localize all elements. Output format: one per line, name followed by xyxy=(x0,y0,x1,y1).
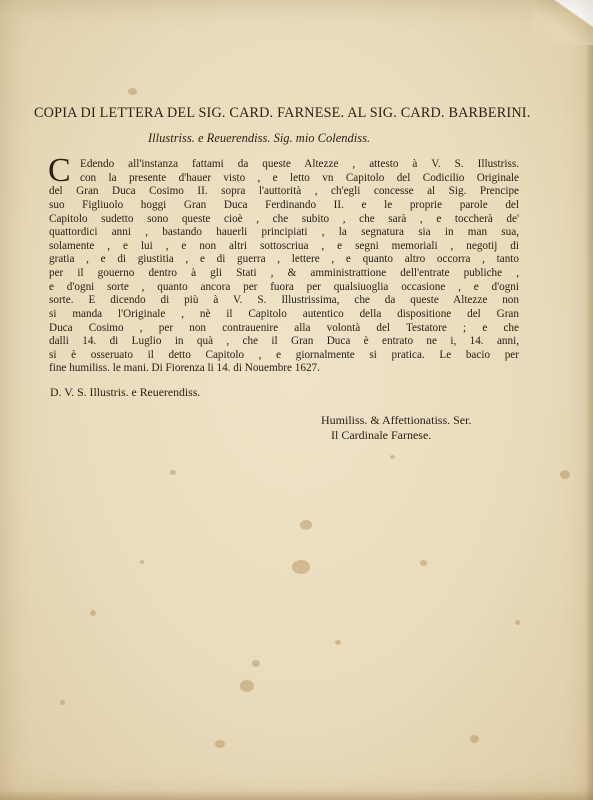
body-line: Capitolo sudetto sono queste cioè , che subito , che sarà , e toccherà de' xyxy=(49,212,519,225)
body-line: gratia , e di giustitia , e di guerra , lettere , e quanto altro occorra , tanto xyxy=(49,253,519,266)
corner-fold xyxy=(533,0,593,45)
body-line: sorte. E dicendo di più à V. S. Illustrissima, che da queste Altezze non xyxy=(49,294,519,307)
body-line: per il gouerno dentro à gli Stati , & amministrattione dell'entrate publiche , xyxy=(49,267,519,279)
paper-edge-shadow xyxy=(585,0,593,800)
body-line: solamente , e lui , e non altri sottoscriua , e segni memoriali , negotij di xyxy=(49,239,519,252)
body-line: del Gran Duca Cosimo II. sopra l'auttorità , ch'egli concesse al Sig. Prencipe xyxy=(49,185,519,198)
letter-body xyxy=(48,152,519,376)
body-line: Duca Cosimo , per non contrauenire alla volontà del Testatore ; e che xyxy=(49,321,519,334)
body-line: suo Figliuolo hoggi Gran Duca Ferdinando II. e le proprie parole del xyxy=(49,198,519,211)
body-line: quattordici anni , bastando hauerli principiati , la segnatura sia in man sua, xyxy=(49,226,519,239)
document-title: COPIA DI LETTERA DEL SIG. CARD. FARNESE. AL SIG. CARD. BARBERINI. xyxy=(34,105,531,121)
signature-line: Humiliss. & Affettionatiss. Ser. xyxy=(321,413,472,427)
body-line: Edendo all'instanza fattami da queste Altezze , attesto à V. S. Illustriss. xyxy=(80,158,519,170)
body-line: con la presente d'hauer visto , e letto vn Capitolo del Codicilio Originale xyxy=(80,171,519,184)
drop-cap: C xyxy=(48,152,71,189)
body-line: si è osseruato il detto Capitolo , e giornalmente si pratica. Le bacio per xyxy=(49,348,519,361)
body-line: dalli 14. di Luglio in quà , che il Gran Duca è entrato ne i, 14. anni, xyxy=(49,335,519,348)
body-line: fine humiliss. le mani. Di Fiorenza li 14. di Nouembre 1627. xyxy=(49,362,320,375)
signature-block xyxy=(321,413,471,443)
salutation: Illustriss. e Reuerendiss. Sig. mio Colendiss. xyxy=(148,131,371,145)
closing-line: D. V. S. Illustris. e Reuerendiss. xyxy=(50,385,201,399)
body-line: si manda l'Originale , nè il Capitolo autentico della dispositione del Gran xyxy=(49,307,519,320)
signature-name: Il Cardinale Farnese. xyxy=(331,428,432,442)
body-line: e d'ogni sorte , quanto ancora per fuora per qualsiuoglia occasione , e d'ogni xyxy=(49,280,519,293)
paper-bottom-shadow xyxy=(0,790,593,800)
